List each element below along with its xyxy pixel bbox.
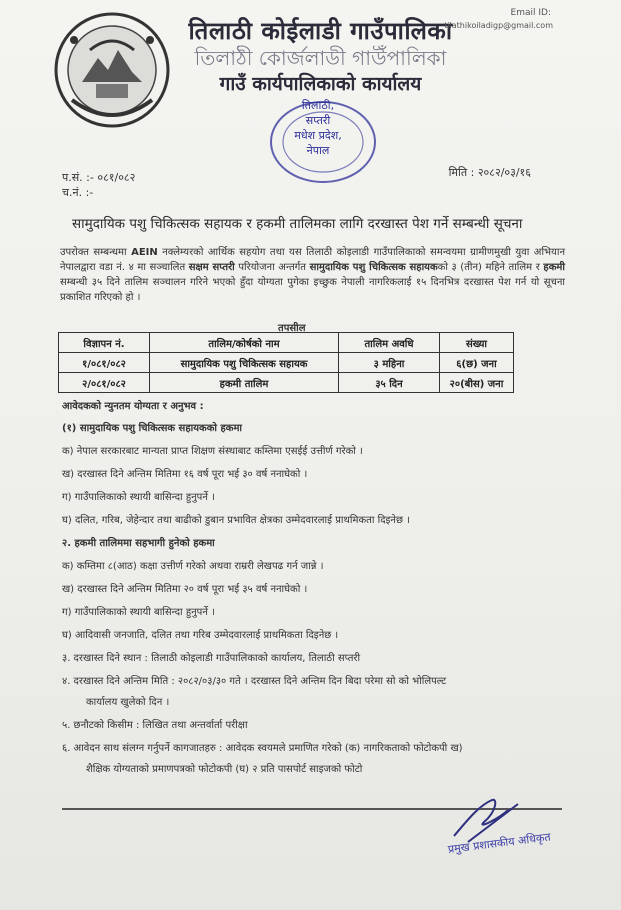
list-item: क) नेपाल सरकारबाट मान्यता प्राप्त शिक्षण संस्थाबाट कम्तिमा एसईई उत्तीर्ण गरेको । — [62, 446, 363, 457]
list-item: ख) दरखास्त दिने अन्तिम मितिमा १६ वर्ष पूरा भई ३० वर्ष ननाघेको । — [62, 469, 308, 480]
nepal-emblem-logo — [52, 10, 172, 130]
table-cell: २०(बीस) जना — [440, 373, 514, 393]
column-header: तालिम अवधि — [339, 333, 440, 353]
intro-text: परियोजना अन्तर्गत — [234, 262, 310, 273]
notice-title: सामुदायिक पशु चिकित्सक सहायक र हकमी तालिमका लागि दरखास्त पेश गर्ने सम्बन्धी सूचना — [72, 216, 523, 232]
list-item: ग) गाउँपालिकाको स्थायी बासिन्दा हुनुपर्ने । — [62, 492, 215, 503]
list-item: क) कम्तिमा ८(आठ) कक्षा उत्तीर्ण गरेको अथवा राम्ररी लेखपढ गर्न जान्ने । — [62, 561, 324, 572]
column-header: संख्या — [440, 333, 514, 353]
municipality-name: तिलाठी कोईलाडी गाउँपालिका — [188, 17, 453, 45]
intro-text: नक्लेम्यरको आर्थिक सहयोग तथा यस तिलाठी कोइलाडी गाउँपालिकाको समन्वयमा ग्रामीणमुखी युवा अभियान नेपालद्वारा वडा नं. ४ मा सञ्चालित — [60, 247, 565, 273]
intro-text: सम्बन्धी ३५ दिने तालिम सञ्चालन गरिने भएको हुँदा योग्यता पुगेका इच्छुक नेपाली नागरिकलाई १५ दिनभित्र दरखास्त पेश गर्न यो सूचना प्रकाशित गरिएको हो । — [60, 277, 565, 303]
list-item: घ) आदिवासी जनजाति, दलित तथा गरिब उम्मेदवारलाई प्राथमिकता दिइनेछ । — [62, 630, 339, 641]
list-item: कार्यालय खुलेको दिन । — [86, 697, 170, 708]
details-heading: तपसील — [278, 323, 306, 334]
table-row — [59, 353, 514, 373]
signatory-title: प्रमुख प्रशासकीय अधिकृत — [447, 830, 552, 856]
intro-bold: सक्षम सप्तरी — [188, 262, 235, 273]
table-cell: सामुदायिक पशु चिकित्सक सहायक — [150, 353, 339, 373]
stamp-text — [288, 98, 348, 158]
stamp-line-1: तिलाठी, सप्तरी — [301, 99, 335, 127]
intro-bold: सामुदायिक पशु चिकित्सक सहायक — [309, 262, 438, 273]
list-item: ४. दरखास्त दिने अन्तिम मिति : २०८२/०३/३० गते । दरखास्त दिने अन्तिम दिन बिदा परेमा सो को भोलिपल्ट — [62, 676, 447, 687]
municipality-name-maithili: তিলাঠী কোৰ্জলাডী গাউঁপালিকা — [194, 46, 447, 70]
table-cell: ६(छ) जना — [440, 353, 514, 373]
list-item: ग) गाउँपालिकाको स्थायी बासिन्दा हुनुपर्ने । — [62, 607, 215, 618]
intro-text: उपरोक्त सम्बन्धमा — [60, 247, 132, 258]
list-item: ख) दरखास्त दिने अन्तिम मितिमा २० वर्ष पूरा भई ३५ वर्ष ननाघेको । — [62, 584, 308, 595]
reference-block — [62, 170, 135, 200]
list-item: ६. आवेदन साथ संलग्न गर्नुपर्ने कागजातहरु : आवेदक स्वयमले प्रमाणित गरेको (क) नागरिकताको फोटोकपी ख) — [62, 743, 463, 754]
email-label: Email ID: — [510, 8, 551, 18]
intro-bold: हकमी — [543, 262, 565, 273]
table-row — [59, 373, 514, 393]
list-item: शैक्षिक योग्यताको प्रमाणपत्रको फोटोकपी (घ) २ प्रति पासपोर्ट साइजको फोटो — [86, 764, 363, 775]
section-heading: २. हकमी तालिममा सहभागी हुनेको हकमा — [62, 538, 215, 549]
intro-text: को ३ (तीन) महिने तालिम र — [437, 262, 544, 273]
table-cell: हकमी तालिम — [150, 373, 339, 393]
column-header: विज्ञापन नं. — [59, 333, 150, 353]
office-name: गाउँ कार्यपालिकाको कार्यालय — [219, 73, 422, 95]
table-cell: २/०८१/०८२ — [59, 373, 150, 393]
training-table — [58, 332, 514, 393]
section-heading: (१) सामुदायिक पशु चिकित्सक सहायकको हकमा — [62, 423, 243, 434]
letter-date: मिति : २०८२/०३/१६ — [448, 166, 531, 179]
list-item: घ) दलित, गरिब, जेहेन्दार तथा बाढीको डुबान प्रभावित क्षेत्रका उम्मेदवारलाई प्राथमिकता दिइनेछ । — [62, 515, 410, 526]
list-item: ५. छनौटको किसीम : लिखित तथा अन्तर्वार्ता परीक्षा — [62, 720, 248, 731]
table-cell: ३ महिना — [339, 353, 440, 373]
email-address: tilathikoiladigp@gmail.com — [444, 21, 553, 30]
table-cell: ३५ दिन — [339, 373, 440, 393]
intro-bold: AEIN — [131, 247, 158, 258]
column-header: तालिम/कोर्षको नाम — [150, 333, 339, 353]
dispatch-number: च.नं. :- — [62, 186, 94, 199]
letter-number: प.सं. :- ०८१/०८२ — [62, 171, 136, 184]
section-heading: आवेदकको न्युनतम योग्यता र अनुभव : — [62, 401, 204, 412]
stamp-line-2: मधेश प्रदेश, नेपाल — [294, 129, 342, 157]
table-cell: १/०८१/०८२ — [59, 353, 150, 373]
table-header-row — [59, 333, 514, 353]
intro-paragraph — [60, 245, 565, 305]
list-item: ३. दरखास्त दिने स्थान : तिलाठी कोइलाडी गाउँपालिकाको कार्यालय, तिलाठी सप्तरी — [62, 653, 361, 664]
